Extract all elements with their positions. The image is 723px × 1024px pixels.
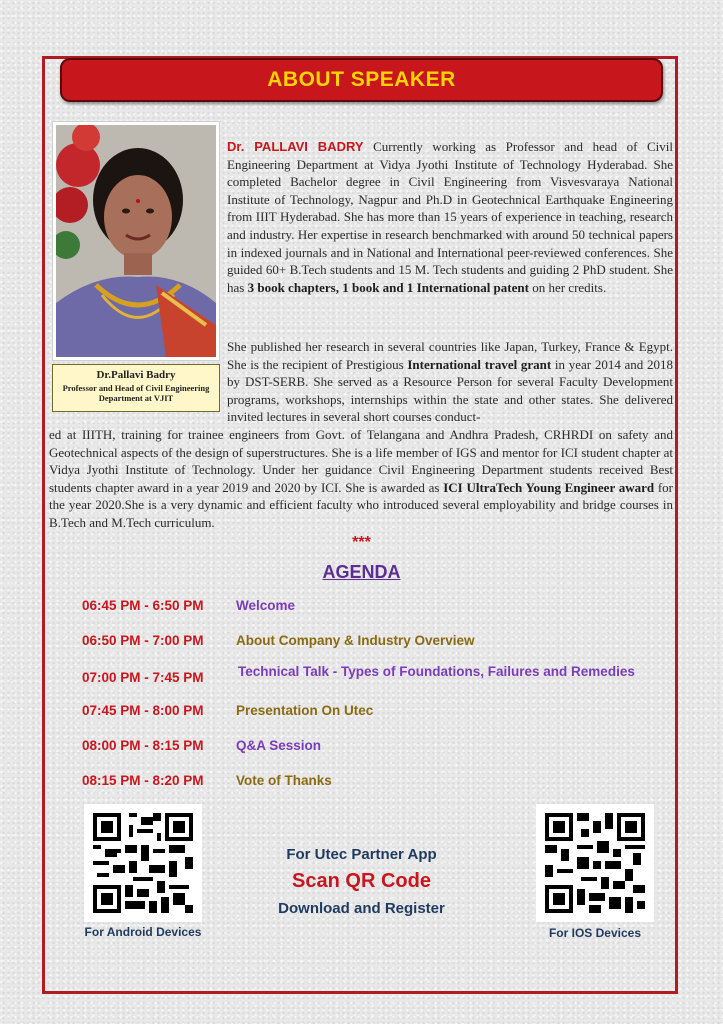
bio-text-1-end: on her credits. [528, 279, 607, 295]
agenda-row [82, 738, 682, 760]
bio-text-1: Currently working as Professor and head of Civil Engineering Department at Vidya Jyothi Institute of Technology Hyderabad. She completed Bachelor degree in Civil Engineering from Visvesvaraya National Institute of Technology, Nagpur and Ph.D in Geotechnical Earthquake Engineering from IIIT Hyderabad. She has more than 15 years of experience in teaching, research and industry. Her expertise in research benchmarked with around 50 technical papers in indexed journals and in National and International peer-reviewed conferences. She guided 60+ B.Tech students and 15 M. Tech students and guiding 2 PhD student. She has [227, 139, 673, 295]
bio-highlight-publications: 3 book chapters, 1 book and 1 International patent [247, 279, 529, 295]
agenda-item: Technical Talk - Types of Foundations, Failures and Remedies [238, 664, 635, 679]
speaker-photo [56, 125, 216, 357]
speaker-bio-paragraph-3 [49, 426, 673, 532]
bio-text-3a: ed at IIITH, training for trainee engineers from Govt. of Telangana and Andhra Pradesh, CRHRDI on safety and Geotechnical aspects of the design of superstructures. She is a life member of IGS and mentor for ICI student chapter at Vidya Jyothi Institute of Technology. Under her guidance Civil Engineering Department students received Best students chapter award in a year 2019 and 2020 by ICI. She is awarded as [49, 427, 673, 495]
agenda-title: AGENDA [322, 562, 401, 582]
android-label: For Android Devices [84, 925, 202, 939]
bio-highlight-award: ICI UltraTech Young Engineer award [443, 479, 655, 495]
agenda-time: 07:00 PM - 7:45 PM [82, 670, 204, 685]
speaker-photo-frame [52, 121, 220, 361]
agenda-item: Presentation On Utec [236, 703, 374, 718]
about-speaker-banner [60, 58, 663, 102]
agenda-item: About Company & Industry Overview [236, 633, 475, 648]
agenda-item: Vote of Thanks [236, 773, 332, 788]
agenda-time: 06:45 PM - 6:50 PM [82, 598, 204, 613]
agenda-time: 06:50 PM - 7:00 PM [82, 633, 204, 648]
agenda-row [82, 598, 682, 620]
bio-highlight-travel-grant: International travel grant [407, 356, 552, 372]
speaker-bio-paragraph-1 [227, 138, 673, 296]
section-divider: *** [352, 534, 371, 551]
agenda-row [82, 703, 682, 725]
agenda-time: 07:45 PM - 8:00 PM [82, 703, 204, 718]
bio-text-3b: for the year 2020.She is a very dynamic and efficient faculty who introduced several employability and bridge courses in B.Tech and M.Tech curriculum. [49, 479, 673, 530]
agenda-time: 08:15 PM - 8:20 PM [82, 773, 204, 788]
agenda-time: 08:00 PM - 8:15 PM [82, 738, 204, 753]
cta-download: Download and Register [278, 900, 445, 917]
agenda-row [82, 664, 682, 690]
speaker-bio-paragraph-2 [227, 338, 673, 426]
qr-code-icon [545, 813, 645, 913]
caption-name: Dr.Pallavi Badry [96, 369, 176, 381]
qr-code-icon [93, 813, 193, 913]
agenda-item: Q&A Session [236, 738, 322, 753]
agenda-row [82, 633, 682, 655]
bio-text-2a: She published her research in several countries like Japan, Turkey, France & Egypt. She is the recipient of Prestigious [227, 339, 673, 372]
speaker-name: Dr. PALLAVI BADRY [227, 139, 364, 154]
agenda-item: Welcome [236, 598, 296, 613]
caption-role: Professor and Head of Civil Engineering Department at VJIT [62, 383, 210, 403]
ios-label: For IOS Devices [548, 926, 642, 940]
agenda-row [82, 773, 682, 795]
bio-text-2b: in year 2014 and 2018 by DST-SERB. She served as a Resource Person for several Faculty Development programs, workshops, internships within the state and other states. She delivered invited lectures in several short courses conduct- [227, 356, 673, 425]
banner-title: ABOUT SPEAKER [267, 68, 456, 91]
cta-scan-qr: Scan QR Code [292, 870, 431, 892]
speaker-caption [52, 364, 220, 412]
speaker-portrait-illustration [56, 125, 216, 357]
cta-app-name: For Utec Partner App [286, 846, 437, 863]
